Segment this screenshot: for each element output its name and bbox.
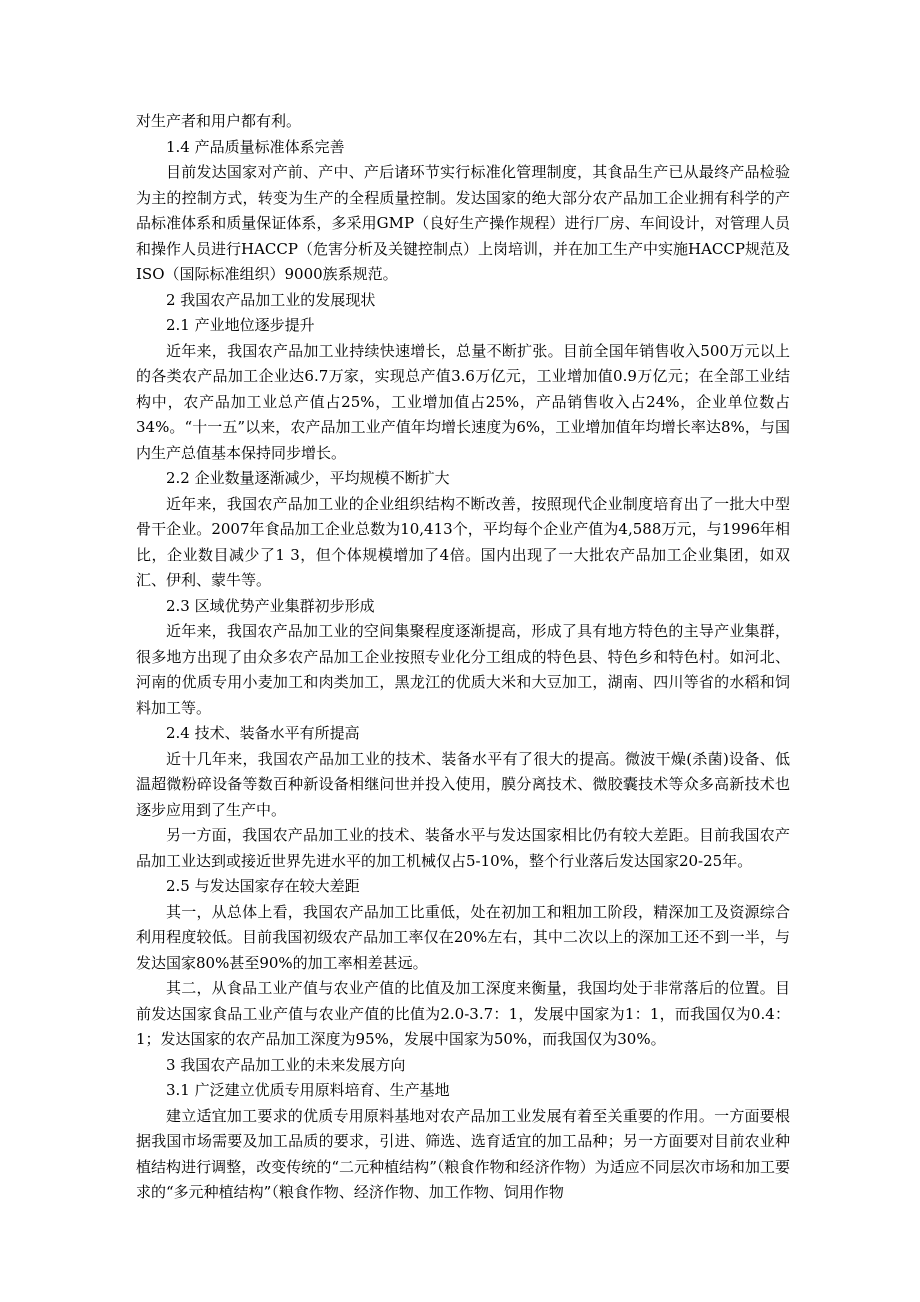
section-heading-1-4: 1.4 产品质量标准体系完善 (166, 137, 345, 156)
paragraph-gap-second: 其二，从食品工业产值与农业产值的比值及加工深度来衡量，我国均处于非常落后的位置。目前发达国家食品工业产值与农业产值的比值为2.0-3.7：1，发展中国家为1：1，而我国仅为0.4：1；发达国家的农产品加工深度为95%，发展中国家为50%，而我国仅为30%。 (136, 979, 790, 1048)
paragraph-enterprise-scale: 近年来，我国农产品加工业的企业组织结构不断改善，按照现代企业制度培育出了一批大中型骨干企业。2007年食品加工企业总数为10,413个，平均每个企业产值为4,588万元，与1996年相比，企业数目减少了1 3，但个体规模增加了4倍。国内出现了一大批农产品加工企业集团，如双汇、伊利、蒙牛等。 (136, 494, 790, 589)
paragraph-technology-gap: 另一方面，我国农产品加工业的技术、装备水平与发达国家相比仍有较大差距。目前我国农产品加工业达到或接近世界先进水平的加工机械仅占5-10%，整个行业落后发达国家20-25年。 (136, 826, 790, 870)
paragraph-industry-clusters: 近年来，我国农产品加工业的空间集聚程度逐渐提高，形成了具有地方特色的主导产业集群，很多地方出现了由众多农产品加工企业按照专业化分工组成的特色县、特色乡和特色村。如河北、河南的优质专用小麦加工和肉类加工，黑龙江的优质大米和大豆加工，湖南、四川等省的水稻和饲料加工等。 (136, 622, 790, 717)
section-heading-3-1: 3.1 广泛建立优质专用原料培育、生产基地 (166, 1081, 450, 1099)
paragraph-gap-first: 其一，从总体上看，我国农产品加工比重低，处在初加工和粗加工阶段，精深加工及资源综合利用程度较低。目前我国初级农产品加工率仅在20%左右，其中二次以上的深加工还不到一半，与发达国家80%甚至90%的加工率相差甚远。 (136, 902, 790, 972)
section-heading-2-1: 2.1 产业地位逐步提升 (166, 316, 315, 334)
section-heading-2-5: 2.5 与发达国家存在较大差距 (166, 877, 360, 895)
paragraph-continued: 对生产者和用户都有利。 (136, 112, 302, 130)
paragraph-raw-material-base: 建立适宜加工要求的优质专用原料基地对农产品加工业发展有着至关重要的作用。一方面要根据我国市场需要及加工品质的要求，引进、筛选、选育适宜的加工品种；另一方面要对目前农业种植结构进行调整，改变传统的“二元种植结构”（粮食作物和经济作物）为适应不同层次市场和加工要求的“多元种植结构”（粮食作物、经济作物、加工作物、饲用作物 (136, 1106, 790, 1201)
paragraph-industry-status: 近年来，我国农产品加工业持续快速增长，总量不断扩张。目前全国年销售收入500万元以上的各类农产品加工企业达6.7万家，实现总产值3.6万亿元，工业增加值0.9万亿元；在全部工业结构中，农产品加工业总产值占25%，工业增加值占25%，产品销售收入占24%，企业单位数占34%。“十一五”以来，农产品加工业产值年均增长速度为6%，工业增加值年均增长率达8%，与国内生产总值基本保持同步增长。 (136, 341, 790, 462)
section-heading-3: 3 我国农产品加工业的未来发展方向 (166, 1055, 406, 1074)
section-heading-2-2: 2.2 企业数量逐渐减少，平均规模不断扩大 (166, 469, 450, 487)
section-heading-2-3: 2.3 区域优势产业集群初步形成 (166, 596, 375, 615)
paragraph-quality-standards: 目前发达国家对产前、产中、产后诸环节实行标准化管理制度，其食品生产已从最终产品检验为主的控制方式，转变为生产的全程质量控制。发达国家的绝大部分农产品加工企业拥有科学的产品标准体系和质量保证体系，多采用GMP（良好生产操作规程）进行厂房、车间设计，对管理人员和操作人员进行HACCP（危害分析及关键控制点）上岗培训，并在加工生产中实施HACCP规范及ISO（国际标准组织）9000族系规范。 (136, 163, 790, 283)
section-heading-2: 2 我国农产品加工业的发展现状 (166, 290, 376, 309)
document-body (136, 109, 790, 1206)
section-heading-2-4: 2.4 技术、装备水平有所提高 (166, 724, 360, 742)
paragraph-technology-progress: 近十几年来，我国农产品加工业的技术、装备水平有了很大的提高。微波干燥(杀菌)设备、低温超微粉碎设备等数百种新设备相继问世并投入使用，膜分离技术、微胶囊技术等众多高新技术也逐步应用到了生产中。 (136, 749, 790, 819)
